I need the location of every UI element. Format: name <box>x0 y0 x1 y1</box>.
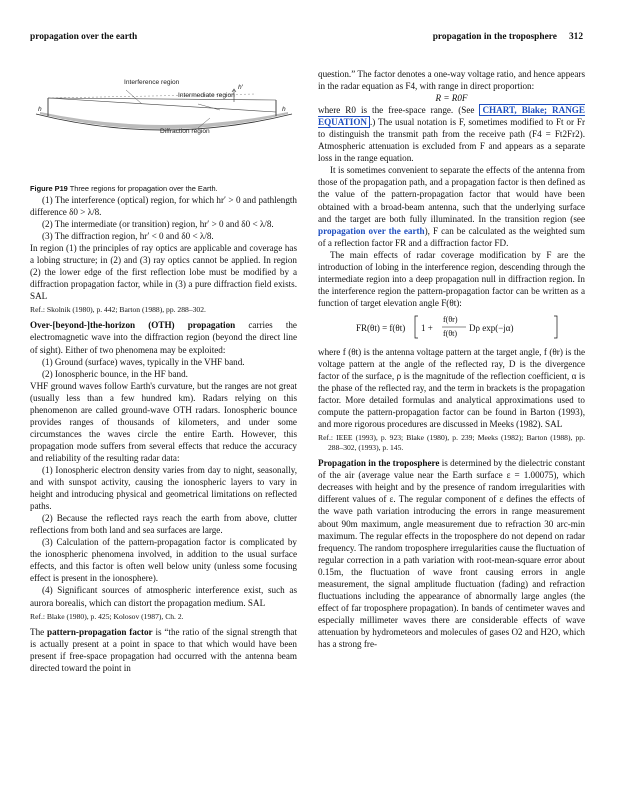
right-column <box>318 68 585 650</box>
oth-entry <box>30 319 297 355</box>
region-3-text: (3) The diffraction region, hr′ < 0 and δ0 < λ/8. <box>42 231 214 242</box>
troposphere-term: Propagation in the troposphere <box>318 458 440 469</box>
effect-4: (4) Significant sources of atmospheric interference exist, such as aurora borealis, which can distort the propagation medium. SAL <box>30 585 297 608</box>
h-transmit-label: h <box>38 106 42 113</box>
running-head-left: propagation over the earth <box>30 32 138 42</box>
ppf-entry: The pattern-propagation factor is “the ratio of the signal strength that is actually present at a point in space to that which would have been present if free-space propagation had occurred with the antenna beam directed toward the point in <box>30 626 297 673</box>
figure-caption <box>30 184 297 194</box>
intermediate-region-label: Intermediate region <box>178 92 235 99</box>
intermediate-pointer <box>198 104 220 110</box>
right-paragraph-3-b: ), F can be calculated as the weighted sum of a reflection factor FR and a diffraction factor FD. <box>318 225 586 248</box>
troposphere-text: is determined by the dielectric constant of the air (average value near the Earth surface ε = 1.00075), which decreases with height and by the presence of random irregularities with different values of ε. The regular component of ε defines the effects of the wave path variation introducing the errors in range measurement about 90m maximum, angle measurement due to refraction 30 arc-min maximum. The regular effects in the troposphere do not depend on radar frequency. The random troposphere irregularities cause the fluctuation of regular correction in a path variation with root-mean-square error about 0.15m, the fluctuation of wave front causing errors in angle measurement, the signal amplitude fluctuation (fading) and refraction fluctuations including the appearance of abnormally large angles (the effect of far troposphere propagation). In bands of centimeter waves and especially millimeter waves there are considerable effects of wave attenuation by hydrometeors and molecules of gases O2 and H2O, which has a strong fre- <box>318 458 585 649</box>
left-column <box>30 68 297 674</box>
oth-item-2: (2) Ionospheric bounce, in the HF band. <box>42 368 188 379</box>
page-number: 312 <box>568 32 583 42</box>
figure-p19 <box>30 68 297 172</box>
right-paragraph-4: The main effects of radar coverage modification by F are the introduction of lobing in the interference region, descending through the intermediate region into a deep propagation null in diffraction region. In the interference region the pattern-propagation factor can be written as a function of target elevation angle F(θt): <box>318 249 585 308</box>
direct-ray <box>48 98 276 100</box>
chart-blake-range-equation-link[interactable]: CHART, Blake; RANGE EQUATION <box>318 105 585 128</box>
h-prime-label: h′ <box>238 84 243 91</box>
right-paragraph-2-a: where R0 is the free-space range. (See <box>318 105 480 116</box>
right-paragraph-1: question.” The factor denotes a one-way voltage ratio, and hence appears in the radar equation as F4, with range in direct proportion: <box>318 69 585 92</box>
interference-region-label: Interference region <box>124 79 180 86</box>
interference-pointer <box>126 90 142 104</box>
pattern-propagation-equation <box>318 314 585 340</box>
equation-denominator: f(θt) <box>443 328 458 338</box>
right-paragraph-2-b: .) The usual notation is F, sometimes modified to Ft or Fr to distinguish the transmit path from the receive path (F4 = Ft2Fr2). Atmospheric attenuation is excluded from F and appears as a separate loss in the range equation. <box>318 117 585 164</box>
vhf-paragraph: VHF ground waves follow Earth's curvature, but the ranges are not great (usually less than a few hundred km). Radars relying on this phenomenon are called ground-wave OTH radars. Ionospheric bounce provides ranges of thousands of kilometers, and under some circumstances the waves circle the entire Earth. However, this propagation mode suffers from several effects that reduce the accuracy and reliability of the resulting radar data: <box>30 380 297 463</box>
oth-term: Over-[beyond-]the-horizon (OTH) propagation <box>30 320 236 331</box>
page-header <box>30 32 583 46</box>
diffraction-region-label: Diffraction region <box>160 128 210 135</box>
effect-3: (3) Calculation of the pattern-propagation factor is complicated by the ionospheric phenomena involved, in addition to the usual surface effects, and this factor is often well below unity (unless some focusing effect is present in the ionosphere). <box>30 537 297 584</box>
reference-1: Ref.: Skolnik (1980), p. 442; Barton (1988), pp. 288–302. <box>30 305 206 315</box>
oth-item-1: (1) Ground (surface) waves, typically in the VHF band. <box>42 356 245 367</box>
figure-number: Figure P19 <box>30 184 68 193</box>
figure-caption-text: Three regions for propagation over the Earth. <box>67 184 218 193</box>
right-paragraph-5: where f (θt) is the antenna voltage pattern at the target angle, f (θr) is the voltage pattern at the angle of the reflected ray, D is the divergence factor of the surface, ρ is the magnitude of the reflection coefficient, α is the phase of the reflected ray, and the term in brackets is the propagation factor. More detailed formulas and analytical approximations used to compute the pattern-propagation factor can be found in Barton (1993), and more rigorous procedures are discussed in Meeks (1982). SAL <box>318 346 585 430</box>
reference-3: Ref.: IEEE (1993), p. 923; Blake (1980), p. 239; Meeks (1982); Barton (1988), pp. 288–302, (1993), p. 145. <box>318 433 585 453</box>
troposphere-entry <box>318 457 585 650</box>
right-paragraph-3 <box>318 164 585 248</box>
propagation-over-earth-link[interactable]: propagation over the earth <box>318 225 425 236</box>
equation-numerator: f(θr) <box>443 314 458 324</box>
reference-2: Ref.: Blake (1980), p. 425; Kolosov (1987), Ch. 2. <box>30 611 184 621</box>
effect-1: (1) Ionospheric electron density varies from day to night, seasonally, and with sunspot activity, causing the ionospheric layers to vary in height and introducing physical and geometrical limitations on reflected paths. <box>30 464 297 512</box>
ppf-term: pattern-propagation factor <box>47 626 153 637</box>
running-head-right <box>433 32 583 42</box>
region-1-text: (1) The interference (optical) region, for which hr′ > 0 and pathlength difference δ0 > λ/8. <box>30 195 297 218</box>
equation-lhs: FR(θt) = f(θt) <box>356 322 406 333</box>
range-equation: R = R0F <box>435 93 468 104</box>
right-paragraph-3-a: It is sometimes convenient to separate the effects of the antenna from those of the propagation path, and a propagation factor is then defined as the value of the pattern-propagation factor that would have been obtained with a broad-beam antenna, such that the underlying surface and the target are both fully illuminated. In the transition region (see <box>318 165 585 224</box>
regions-paragraph: In region (1) the principles of ray optics are applicable and coverage has a lobing structure; in (2) and (3) ray optics cannot be applied. In region (2) the lower edge of the first reflection lobe must be modified by a diffraction propagation factor, while in (3) a pure diffraction field exists. SAL <box>30 243 297 302</box>
equation-one-plus: 1 + <box>421 322 433 333</box>
h-target-label: h <box>282 106 286 113</box>
oth-text: carries the electromagnetic wave into the diffraction region (beyond the direct line of sight). Either of two phenomena may be exploited: <box>30 320 297 355</box>
effect-2: (2) Because the reflected rays reach the earth from above, clutter reflections from both land and sea surfaces are large. <box>30 513 297 536</box>
equation-rest: Dρ exp(−jα) <box>469 322 514 333</box>
equation-rhs <box>414 314 564 340</box>
grazing-ray <box>48 98 276 112</box>
region-2-text: (2) The intermediate (or transition) region, hr′ > 0 and δ0 < λ/8. <box>42 219 274 230</box>
running-head-right-title: propagation in the troposphere <box>432 32 557 42</box>
right-paragraph-2 <box>318 104 585 164</box>
